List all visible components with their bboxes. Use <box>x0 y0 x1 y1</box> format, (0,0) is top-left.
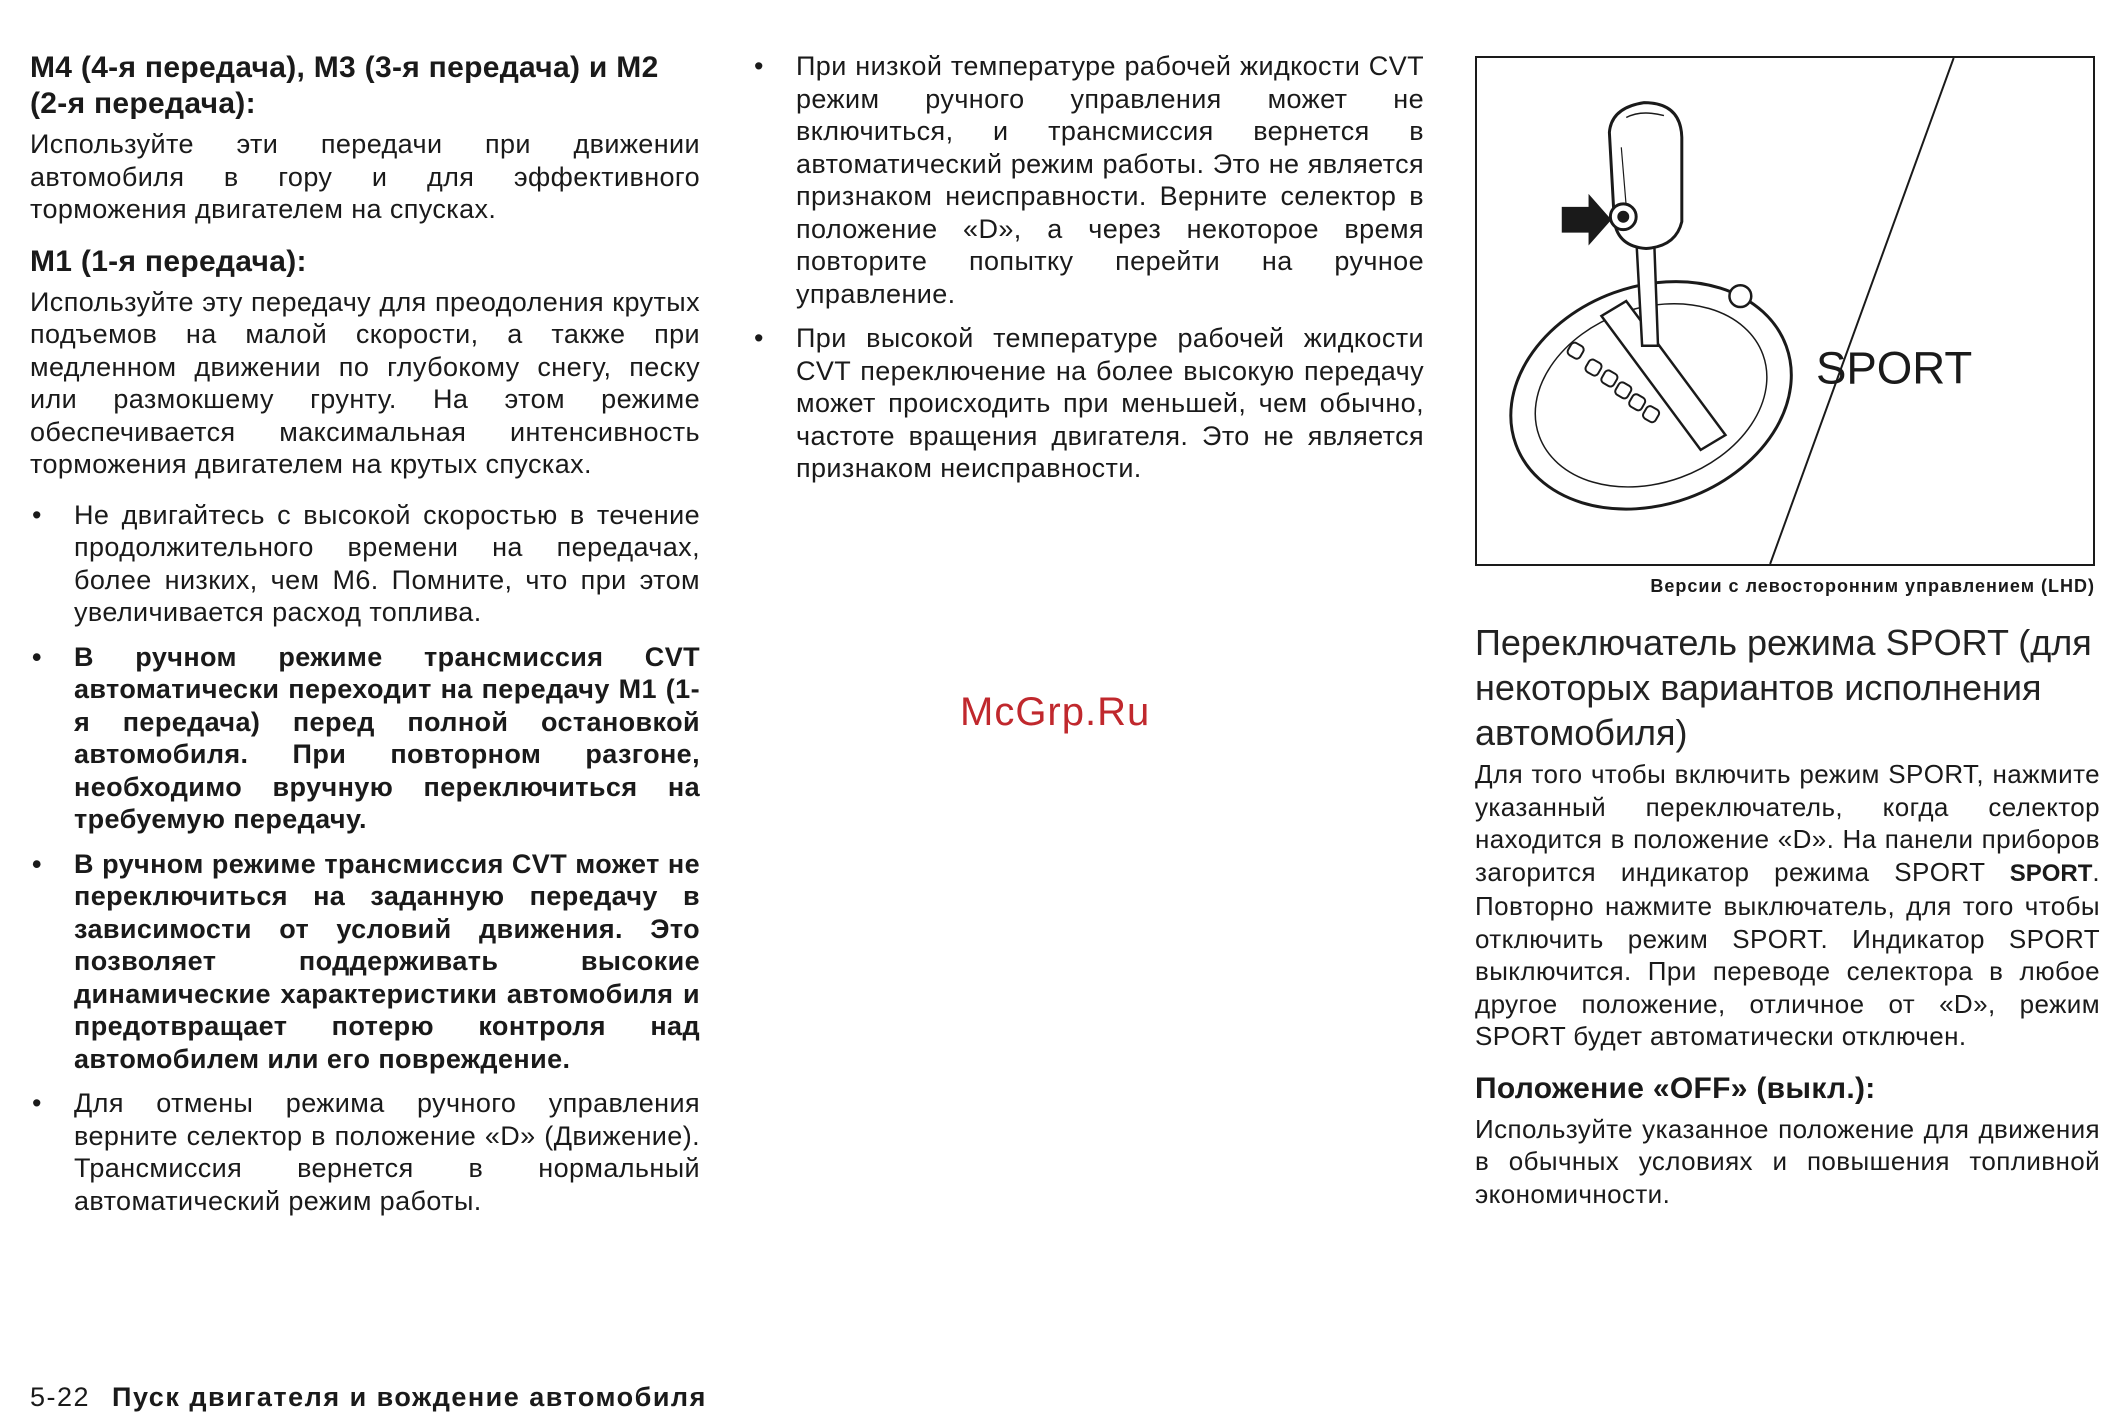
bullet-icon: • <box>32 499 42 530</box>
list-item: • Для отмены режима ручного управления верните селектор в положение «D» (Движение). Трансмиссия вернется в нормальный автоматический режим работы. <box>32 1088 700 1216</box>
watermark: McGrp.Ru <box>960 690 1151 734</box>
figure-caption: Версии с левосторонним управлением (LHD) <box>1650 576 2095 596</box>
left-column <box>30 50 700 1229</box>
gear-selector-illustration <box>1475 56 2095 566</box>
right-column <box>1475 758 2100 1228</box>
paragraph-m1: Используйте эту передачу для преодоления крутых подъемов на малой скорости, а также при медленном движении по глубокому снегу, песку или размокшему грунту. На этом режиме обеспечивается максимальная интенсивность торможения двигателем на крутых спусках. <box>30 286 700 479</box>
heading-m1: M1 (1-я передача): <box>30 244 307 278</box>
paragraph-off: Используйте указанное положение для движения в обычных условиях и повышения топливной экономичности. <box>1475 1113 2100 1209</box>
bullet-icon: • <box>32 641 42 672</box>
chapter-title: Пуск двигателя и вождение автомобиля <box>112 1382 707 1412</box>
list-item: • В ручном режиме трансмиссия CVT автоматически переходит на передачу M1 (1-я передача) перед полной остановкой автомобиля. При повторном разгоне, необходимо вручную переключиться на требуемую передачу. <box>32 641 700 834</box>
list-item: • При низкой температуре рабочей жидкости CVT режим ручного управления может не включиться, и трансмиссия вернется в автоматический режим работы. Это не является признаком неисправности. Верните селектор в положение «D», а через некоторое время повторите попытку перейти на ручное управление. <box>754 51 1424 309</box>
sport-label: SPORT <box>1815 342 1973 394</box>
paragraph-m4: Используйте эти передачи при движении автомобиля в гору и для эффективного торможения двигателем на спусках. <box>30 129 700 224</box>
bullet-icon: • <box>32 848 42 879</box>
page-number: 5-22 <box>30 1382 91 1412</box>
middle-column <box>752 50 1424 497</box>
gear-selector-drawing <box>1477 58 2093 564</box>
paragraph-sport: Для того чтобы включить режим SPORT, нажмите указанный переключатель, когда селектор находится в положение «D». На панели приборов загорится индикатор режима SPORT SPORT. Повторно нажмите выключатель, для того чтобы отключить режим SPORT. Индикатор SPORT выключится. При переводе селектора в любое другое положение, отличное от «D», режим SPORT будет автоматически отключен. <box>1475 759 2101 1051</box>
list-item: • В ручном режиме трансмиссия CVT может не переключиться на заданную передачу в зависимости от условий движения. Это позволяет поддерживать высокие динамические характеристики автомобиля и предотвращает потерю контроля над автомобилем или его повреждение. <box>32 848 700 1074</box>
section-title: Переключатель режима SPORT (для некоторых вариантов исполнения автомобиля) <box>1475 622 2092 753</box>
divider-line <box>1770 58 1954 564</box>
bullet-icon: • <box>754 323 764 353</box>
heading-m4-m3-m2: M4 (4-я передача), M3 (3-я передача) и M2 (2-я передача): <box>30 51 659 120</box>
bullet-icon: • <box>32 1088 42 1118</box>
plate-knob <box>1729 285 1751 307</box>
sport-indicator-label: SPORT <box>2009 859 2093 887</box>
bullet-list-middle <box>752 50 1424 485</box>
list-item: • При высокой температуре рабочей жидкости CVT переключение на более высокую передачу может происходить при меньшей, чем обычно, частоте вращения двигателя. Это не является признаком неисправности. <box>754 323 1424 483</box>
bullet-icon: • <box>754 51 764 81</box>
heading-off: Положение «OFF» (выкл.): <box>1475 1071 1876 1105</box>
pointer-arrow-icon <box>1562 194 1612 246</box>
bullet-list-left <box>30 499 700 1218</box>
list-item: • Не двигайтесь с высокой скоростью в течение продолжительного времени на передачах, более низких, чем M6. Помните, что при этом увеличивается расход топлива. <box>32 499 700 627</box>
page-footer <box>30 1382 707 1413</box>
